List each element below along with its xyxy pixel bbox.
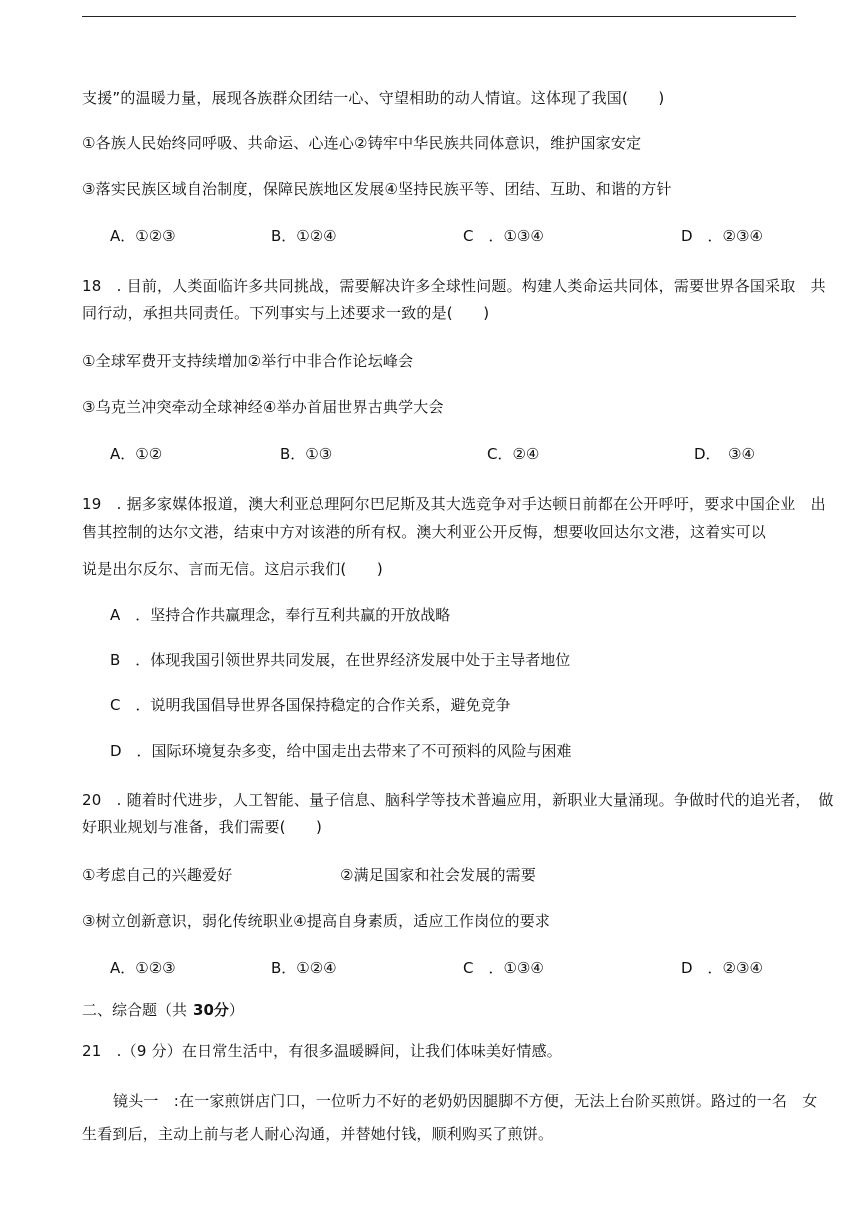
q19-option-b: B ．体现我国引领世界共同发展，在世界经济发展中处于主导者地位 xyxy=(110,651,571,669)
q18-stem-line-2: 同行动，承担共同责任。下列事实与上述要求一致的是( ) xyxy=(82,304,490,322)
q17-option-d: D ．②③④ xyxy=(681,227,763,245)
q19-option-d: D ．国际环境复杂多变，给中国走出去带来了不可预料的风险与困难 xyxy=(110,742,572,760)
q18-option-a: A．①② xyxy=(110,445,163,463)
q20-statement-1: ①考虑自己的兴趣爱好 xyxy=(82,866,233,884)
header-rule xyxy=(82,16,796,17)
q20-option-b: B．①②④ xyxy=(271,959,337,977)
section-heading-close: ） xyxy=(228,1001,244,1019)
q18-option-d: D． ③④ xyxy=(694,445,755,463)
q20-statement-2: ②满足国家和社会发展的需要 xyxy=(340,866,537,884)
q17-option-c: C ．①③④ xyxy=(463,227,544,245)
q20-stem-line-2: 好职业规划与准备，我们需要( ) xyxy=(82,818,323,836)
q19-option-a: A ．坚持合作共赢理念，奉行互利共赢的开放战略 xyxy=(110,606,451,624)
q18-statement-1-2: ①全球军费开支持续增加②举行中非合作论坛峰会 xyxy=(82,352,414,370)
q17-statement-3-4: ③落实民族区域自治制度，保障民族地区发展④坚持民族平等、团结、互助、和谐的方针 xyxy=(82,180,672,198)
section-heading-score: 30分 xyxy=(193,1001,229,1019)
q18-statement-3-4: ③乌克兰冲突牵动全球神经④举办首届世界古典学大会 xyxy=(82,398,444,416)
q20-statement-3-4: ③树立创新意识，弱化传统职业④提高自身素质，适应工作岗位的要求 xyxy=(82,912,551,930)
q17-option-b: B．①②④ xyxy=(271,227,337,245)
q17-stem-line: 支援”的温暖力量，展现各族群众团结一心、守望相助的动人情谊。这体现了我国( ) xyxy=(82,89,665,107)
q18-stem-line-1: 18 . 目前，人类面临许多共同挑战，需要解决许多全球性问题。构建人类命运共同体，需要世界各国采取 共 xyxy=(82,277,826,295)
q18-option-c: C．②④ xyxy=(487,445,540,463)
section-heading xyxy=(82,1000,244,1020)
q21-scene-1-line-1: 镜头一 :在一家煎饼店门口，一位听力不好的老奶奶因腿脚不方便，无法上台阶买煎饼。路过的一名 女 xyxy=(113,1092,818,1110)
q17-statement-1-2: ①各族人民始终同呼吸、共命运、心连心②铸牢中华民族共同体意识，维护国家安定 xyxy=(82,134,642,152)
q19-option-c: C ．说明我国倡导世界各国保持稳定的合作关系，避免竞争 xyxy=(110,696,511,714)
section-heading-label: 二、综合题（共 xyxy=(82,1001,188,1019)
q20-option-d: D ．②③④ xyxy=(681,959,763,977)
q19-stem-line-2: 售其控制的达尔文港，结束中方对该港的所有权。澳大利亚公开反悔，想要收回达尔文港，这着实可以 xyxy=(82,523,767,541)
q18-option-b: B．①③ xyxy=(280,445,333,463)
q17-option-a: A．①②③ xyxy=(110,227,176,245)
q21-scene-1-line-2: 生看到后，主动上前与老人耐心沟通，并替她付钱，顺利购买了煎饼。 xyxy=(82,1125,554,1143)
q19-stem-line-1: 19 . 据多家媒体报道，澳大利亚总理阿尔巴尼斯及其大选竞争对手达顿日前都在公开呼吁，要求中国企业 出 xyxy=(82,495,826,513)
q20-option-c: C ．①③④ xyxy=(463,959,544,977)
q19-stem-line-3: 说是出尔反尔、言而无信。这启示我们( ) xyxy=(82,560,383,578)
q21-stem: 21 .（9 分）在日常生活中，有很多温暖瞬间，让我们体味美好情感。 xyxy=(82,1042,562,1060)
q20-stem-line-1: 20 . 随着时代进步，人工智能、量子信息、脑科学等技术普遍应用，新职业大量涌现。争做时代的追光者， 做 xyxy=(82,791,834,809)
q20-option-a: A．①②③ xyxy=(110,959,176,977)
